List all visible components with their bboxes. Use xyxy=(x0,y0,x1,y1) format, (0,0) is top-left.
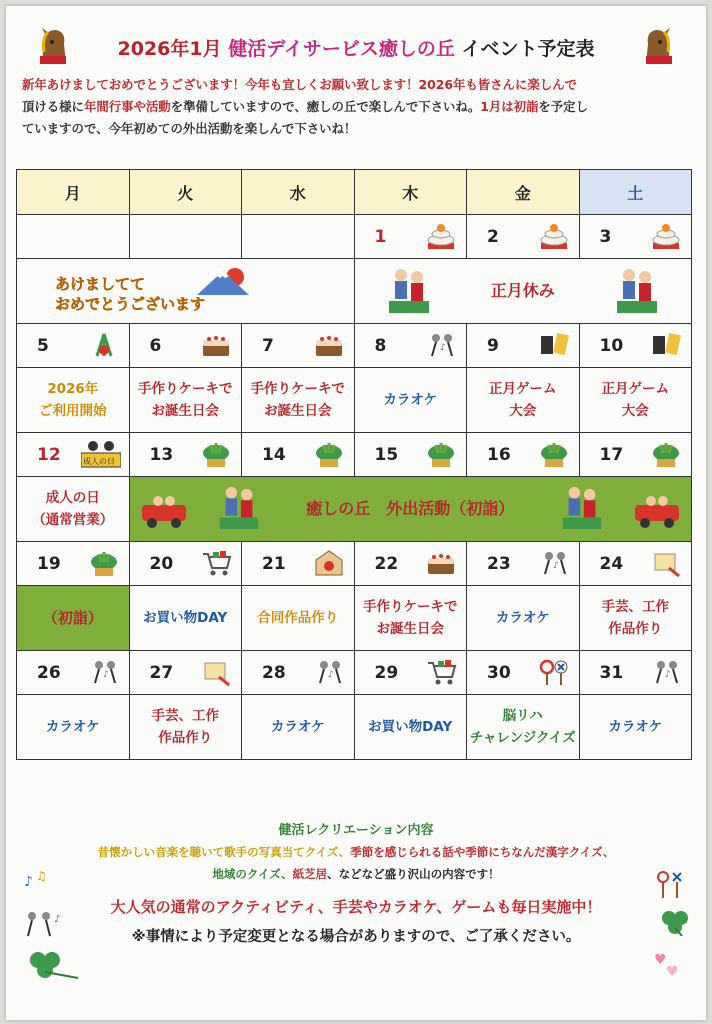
event-label: カラオケ xyxy=(45,719,100,735)
event-cell xyxy=(579,586,692,651)
recreation-line2 xyxy=(6,866,706,882)
title-facility-name: 健活デイサービス癒しの丘 xyxy=(228,38,455,60)
svg-text:♪: ♪ xyxy=(552,561,559,571)
kadomatsu-icon xyxy=(87,548,121,578)
event-label: お買い物DAY xyxy=(368,719,453,735)
event-label: カラオケ xyxy=(608,719,663,735)
day-cell xyxy=(17,542,130,586)
week3-date-row xyxy=(17,433,692,477)
date-number: 9 xyxy=(487,335,499,356)
day-cell xyxy=(17,651,130,695)
title-suffix: イベント予定表 xyxy=(461,38,595,60)
event-cell xyxy=(242,586,355,651)
kadomatsu-icon xyxy=(199,439,233,469)
badge-text: 成人の日 xyxy=(82,457,115,466)
new-year-game-icon xyxy=(537,330,571,360)
day-cell xyxy=(579,542,692,586)
event-label: 正月ゲーム xyxy=(601,381,669,397)
date-number: 22 xyxy=(374,553,399,574)
karaoke-mic-icon xyxy=(87,657,121,687)
event-label: ご利用開始 xyxy=(39,403,107,419)
horse-icon xyxy=(34,26,72,66)
date-number: 5 xyxy=(37,335,49,356)
day-cell xyxy=(354,433,467,477)
event-cell xyxy=(242,368,355,433)
event-sheet xyxy=(6,6,706,1020)
karaoke-mic-icon xyxy=(424,330,458,360)
day-cell xyxy=(17,433,130,477)
week3-event-row xyxy=(17,477,692,542)
craft-tools-icon xyxy=(649,548,683,578)
day-cell xyxy=(242,324,355,368)
svg-text:♫: ♫ xyxy=(36,869,47,883)
date-number: 26 xyxy=(37,662,61,683)
empty-cell xyxy=(17,215,130,259)
event-label: 大会 xyxy=(509,403,537,419)
date-number: 14 xyxy=(262,444,286,465)
event-cell xyxy=(467,695,580,760)
car-people-icon xyxy=(140,489,188,529)
new-year-holiday-label: 正月休み xyxy=(490,280,555,300)
day-cell xyxy=(467,215,580,259)
karaoke-mic-icon xyxy=(537,548,571,578)
day-cell xyxy=(129,433,242,477)
day-cell xyxy=(467,542,580,586)
kadomatsu-icon xyxy=(424,439,458,469)
car-people-icon xyxy=(633,489,681,529)
week2-date-row xyxy=(17,324,692,368)
shrine-visit-people-icon xyxy=(559,481,605,535)
karaoke-mic-icon xyxy=(649,657,683,687)
shrine-visit-people-icon xyxy=(216,481,262,535)
kagami-mochi-icon xyxy=(649,221,683,251)
svg-text:♪: ♪ xyxy=(24,874,33,890)
day-cell xyxy=(467,651,580,695)
date-number: 27 xyxy=(149,662,174,683)
horse-icon xyxy=(640,26,678,66)
intro-text: を準備していますので、癒しの丘で楽しんで下さいね。 xyxy=(170,99,481,114)
kadomatsu-icon xyxy=(312,439,346,469)
recreation-line1 xyxy=(6,844,706,860)
date-number: 6 xyxy=(149,335,162,356)
new-year-holiday-cell xyxy=(354,259,692,324)
day-cell xyxy=(354,324,467,368)
date-number: 20 xyxy=(149,553,174,574)
event-label: 作品作り xyxy=(158,730,213,746)
recreation-text: 、などなど盛り沢山の内容です！ xyxy=(327,867,500,881)
intro-line1: 新年あけましておめでとうございます！今年も宜しくお願い致します！2026年も皆さんに楽しんで xyxy=(22,77,577,92)
page-title xyxy=(6,24,706,74)
svg-text:♪: ♪ xyxy=(327,670,334,680)
day-cell xyxy=(129,542,242,586)
outing-label: 癒しの丘 外出活動（初詣） xyxy=(306,498,515,518)
week1-event-row xyxy=(17,259,692,324)
kagami-mochi-icon xyxy=(537,221,571,251)
event-cell xyxy=(579,368,692,433)
hatsumode-label: （初詣） xyxy=(42,608,103,627)
title-year-month: 2026年1月 xyxy=(117,38,222,60)
kadomatsu-icon xyxy=(537,439,571,469)
weekday-tue: 火 xyxy=(129,170,242,215)
recreation-info xyxy=(6,819,706,946)
event-cell xyxy=(17,368,130,433)
outing-band xyxy=(129,477,692,542)
event-cell xyxy=(354,368,467,433)
date-number: 7 xyxy=(262,335,274,356)
event-label: カラオケ xyxy=(383,392,438,408)
date-number: 12 xyxy=(37,444,61,465)
event-label: カラオケ xyxy=(270,719,325,735)
day-cell xyxy=(579,433,692,477)
day-cell xyxy=(354,215,467,259)
event-label: お誕生日会 xyxy=(376,621,444,637)
week4-event-row xyxy=(17,586,692,651)
intro-text: 頂ける様に xyxy=(22,99,84,114)
event-label: カラオケ xyxy=(495,610,550,626)
day-cell xyxy=(354,542,467,586)
event-cell xyxy=(242,695,355,760)
empty-cell xyxy=(242,215,355,259)
event-label: 手作りケーキで xyxy=(250,381,345,397)
intro-highlight-hatsumode: 1月は初詣 xyxy=(480,99,539,114)
kadomatsu-icon xyxy=(649,439,683,469)
recreation-text: 昔懐かしい音楽を聴いて歌手の写真当てクイズ、 xyxy=(97,845,351,859)
day-cell xyxy=(17,324,130,368)
hearts-icon xyxy=(652,948,684,980)
recreation-heading: 健活レクリエーション内容 xyxy=(278,823,434,838)
event-label: チャレンジクイズ xyxy=(469,730,576,746)
quiz-circle-cross-icon xyxy=(656,870,684,900)
craft-tools-icon xyxy=(199,657,233,687)
event-cell xyxy=(579,695,692,760)
date-number: 13 xyxy=(149,444,174,465)
event-cell xyxy=(467,586,580,651)
date-number: 3 xyxy=(599,226,612,247)
date-number: 19 xyxy=(37,553,61,574)
day-cell xyxy=(579,324,692,368)
date-number: 31 xyxy=(599,662,624,683)
event-label: 手作りケーキで xyxy=(138,381,233,397)
header xyxy=(6,24,706,74)
event-label: お誕生日会 xyxy=(151,403,219,419)
birthday-cake-icon xyxy=(424,548,458,578)
quiz-circle-cross-icon xyxy=(537,657,571,687)
event-cell xyxy=(354,695,467,760)
recreation-text: 季節を感じられる話や季節にちなんだ漢字クイズ、 xyxy=(350,845,615,859)
event-label: 合同作品作り xyxy=(257,610,339,626)
event-cell xyxy=(17,477,130,542)
event-label: 手作りケーキで xyxy=(363,599,458,615)
schedule-change-notice: ※事情により予定変更となる場合がありますので、ご了承ください。 xyxy=(131,929,581,945)
shopping-cart-icon xyxy=(199,548,233,578)
date-number: 2 xyxy=(487,226,499,247)
greeting-line2: おめでとうございます xyxy=(55,295,206,313)
event-label: 手芸、工作 xyxy=(601,599,669,615)
date-number: 29 xyxy=(374,662,399,683)
day-cell xyxy=(579,215,692,259)
birthday-cake-icon xyxy=(199,330,233,360)
week5-date-row xyxy=(17,651,692,695)
event-label: 作品作り xyxy=(608,621,663,637)
date-number: 30 xyxy=(487,662,511,683)
weekday-header-row xyxy=(17,170,692,215)
event-label: 脳リハ xyxy=(502,708,543,724)
clover-icon xyxy=(22,948,80,982)
new-year-game-icon xyxy=(649,330,683,360)
date-number: 21 xyxy=(262,553,286,574)
day-cell xyxy=(242,433,355,477)
svg-text:♪: ♪ xyxy=(102,670,109,680)
birthday-cake-icon xyxy=(312,330,346,360)
weekday-sat: 土 xyxy=(579,170,692,215)
day-cell xyxy=(579,651,692,695)
empty-cell xyxy=(129,215,242,259)
day-cell xyxy=(242,651,355,695)
clover-icon xyxy=(656,908,694,936)
recreation-text: 紙芝居 xyxy=(292,867,328,881)
event-cell xyxy=(354,586,467,651)
weekday-wed: 水 xyxy=(242,170,355,215)
date-number: 10 xyxy=(599,335,624,356)
calendar-table xyxy=(16,169,692,760)
intro-highlight-annual: 年間行事や活動 xyxy=(83,99,171,114)
day-cell xyxy=(242,542,355,586)
svg-text:♥: ♥ xyxy=(666,964,679,980)
intro-text: を予定し xyxy=(538,99,588,114)
weekday-thu: 木 xyxy=(354,170,467,215)
svg-text:♪: ♪ xyxy=(665,670,671,680)
karaoke-mic-icon xyxy=(20,908,64,938)
event-cell xyxy=(129,586,242,651)
date-number: 28 xyxy=(262,662,286,683)
ema-plaque-icon xyxy=(312,548,346,578)
date-number: 23 xyxy=(487,553,511,574)
weekday-mon: 月 xyxy=(17,170,130,215)
shrine-visit-people-icon xyxy=(385,265,433,317)
event-cell xyxy=(129,368,242,433)
shopping-cart-icon xyxy=(424,657,458,687)
svg-text:♪: ♪ xyxy=(54,914,61,925)
week4-date-row xyxy=(17,542,692,586)
svg-text:♪: ♪ xyxy=(440,343,446,353)
week1-date-row xyxy=(17,215,692,259)
date-number: 15 xyxy=(374,444,399,465)
date-number: 16 xyxy=(487,444,511,465)
event-label: お誕生日会 xyxy=(264,403,332,419)
recreation-text: 地域のクイズ、 xyxy=(212,867,293,881)
day-cell xyxy=(354,651,467,695)
shrine-visit-people-icon xyxy=(613,265,661,317)
karaoke-mic-icon xyxy=(312,657,346,687)
event-cell xyxy=(129,695,242,760)
day-cell xyxy=(467,324,580,368)
event-label: 大会 xyxy=(621,403,649,419)
event-cell xyxy=(17,695,130,760)
event-label: 手芸、工作 xyxy=(151,708,219,724)
day-cell xyxy=(129,324,242,368)
event-label: 2026年 xyxy=(47,381,99,397)
event-label: 成人の日 xyxy=(45,490,100,506)
weekday-fri: 金 xyxy=(467,170,580,215)
intro-text: ていますので、今年初めての外出活動を楽しんで下さいね！ xyxy=(22,121,357,136)
intro-message xyxy=(22,74,690,140)
date-number: 8 xyxy=(374,335,387,356)
daily-activities-note: 大人気の通常のアクティビティ、手芸やカラオケ、ゲームも毎日実施中！ xyxy=(110,898,602,916)
day-cell xyxy=(129,651,242,695)
mount-fuji-sunrise-icon xyxy=(187,265,267,295)
event-label: 正月ゲーム xyxy=(489,381,557,397)
event-label: （通常営業） xyxy=(32,512,114,528)
svg-text:♥: ♥ xyxy=(654,952,667,968)
date-number: 24 xyxy=(599,553,624,574)
greeting-line1: あけましてて xyxy=(55,275,146,293)
date-number: 1 xyxy=(374,226,387,247)
day-cell xyxy=(467,433,580,477)
date-number: 17 xyxy=(599,444,624,465)
new-year-greeting-cell xyxy=(17,259,355,324)
music-notes-icon xyxy=(22,868,52,892)
week5-event-row xyxy=(17,695,692,760)
coming-of-age-icon xyxy=(81,439,121,469)
event-cell xyxy=(467,368,580,433)
hatsumode-cell xyxy=(17,586,130,651)
kagami-mochi-icon xyxy=(424,221,458,251)
week2-event-row xyxy=(17,368,692,433)
event-label: お買い物DAY xyxy=(143,610,228,626)
new-year-decoration-icon xyxy=(87,330,121,360)
